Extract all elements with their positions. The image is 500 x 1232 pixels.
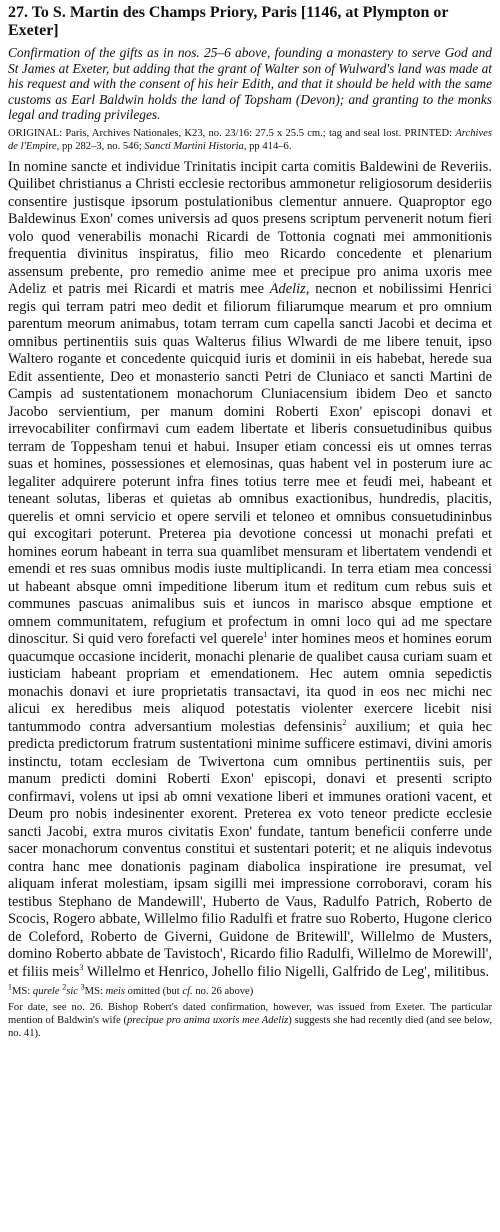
- note-1-mark: 1: [8, 982, 12, 992]
- note-3-end: omitted (but: [125, 986, 183, 998]
- footnote-ref-3: 3: [79, 963, 84, 973]
- note-1-text: MS:: [12, 986, 33, 998]
- commentary-italic: precipue pro anima uxoris mee Adeliz: [127, 1015, 289, 1027]
- note-3-close: no. 26 above): [192, 986, 254, 998]
- note-1-italic: qurele: [32, 986, 60, 998]
- latin-part-3: inter homines meos et homines eorum quacumque occasione inciderit, monachi plenarie de qualibet causa curiam suam et iusticiam habeant propriam et emendationem. Hec autem omnia sepedictis monachis donavi et iure proprietatis transactavi, ita quod in eos nec michi nec alicui ex heredibus meis aliquod potestatis violenter exercere licebit nisi tantummodo contra adversantium molestias defensinis: [8, 631, 493, 735]
- latin-part-5: Willelmo et Henrico, Johello filio Nigelli, Galfrido de Leg', militibus.: [83, 963, 490, 980]
- footnote-ref-2: 2: [342, 718, 347, 728]
- note-3-italic: meis: [105, 986, 125, 998]
- latin-part-4: auxilium; et quia hec predicta predictorum fratrum sustentationi minime sufficere estimavi, divini amoris instinctu, totam ecclesiam de Twivertona cum omnibus pertinentiis suis, per manum predicti domini Roberti Exon' episcopi, donavi et presenti scripto confirmavi, volens ut ipsi ab omni vexatione liberi et immunes orationi vacent, et Deum pro nobis indesinenter exorent. Preterea ex voto teneor predicte ecclesie sancti Jacobi, extra muros civitatis Exon' fundate, tantum beneficii conferre unde sacer monachorum conventus constitui et sustentari poterit; et ne aliquis indevotus contra hanc mee donationis paginam diabolica inspiratione ire presumat, vel aliquam inferat molestiam, ipsam sigilli mei impressione corroboravi, coram his testibus Stephano de Mandewill', Huberto de Vaus, Radulfo Patrich, Roberto de Scocis, Rogero abbate, Willelmo filio Radulfi et fratre suo Roberto, Hugone clerico de Coleford, Roberto de Giverni, Guidone de Britewill', Willelmo de Musters, domino Roberto abbate de Tavistoch', Ricardo filio Radulfi, Willelmo de Morewill', et filiis meis: [8, 718, 492, 980]
- latin-part-1: In nomine sancte et individue Trinitatis incipit carta comitis Baldewini de Reveriis. Quilibet christianus a Christi ecclesie rectoribus ammonetur religiosorum desideriis consentire justisque ipsorum postulationibus clementur annuere. Quaproptor ego Baldewinus Exon' comes universis ad quos presens scriptum pervenerit notum fieri volo quod venerabilis monachi Ricardi de Tottonia cognati mei ammonitionis frequentia divinitus inspiratus, filio meo Ricardo concedente et plenarium assensum prebente, pro remedio anime mee et precipue pro anima uxoris mee Adeliz et patris mei Ricardi et matris mee: [8, 158, 492, 298]
- note-3-mark: 3: [80, 982, 85, 992]
- latin-part-2: , necnon et nobilissimi Henrici regis qui terram patri meo dedit et filiorum filiarumque mearum et pro omnium parentum meorum animabus, totam terram cum capella sancti Jacobi et decima et omnibus pertinentiis suis quas Walterus filius Wlwardi de me libere tenuit, ipso Waltero rogante et concedente quicquid iuris et dominii in eis habebat, herede sua Edit assentiente, Deo et monasterio sancti Petri de Cluniaco et sancti Martini de Campis ad sustentationem monachorum Cluniacensium ibidem Deo et sancto Jacobo servientium, per manum domini Roberti Exon' episcopi donavi et irrevocabiliter confirmavi cum eadem libertate et liberis consuetudinibus quibus terram de Toppesham tenui et habui. Insuper etiam concessi eis ut omnes terras suas et homines, possessiones et elemosinas, quas habent vel in posterum iure ac legaliter adquirere poterunt infra fines totius terre mee et feudi mei, habeant et teneant solutas, liberas et quietas ab omnibus exactionibus, hundredis, placitis, querelis et omni servicio et opere servili et teloneo et omnibus consuetudininbus qui excogitari poterunt. Preterea pia devotione concessi ut monachi prefati et homines eorum habeant in terra sua quamlibet mensuram et libertatem vendendi et emendi et res suas omnibus modis iuste multiplicandi. In terra etiam mea concessi ut habeant absque omni impeditione liberum itum et reditum cum rebus suis et communes pascuas animalibus suis et iuncos in marisco absque emptione et omnem communitatem, refugium et profectum in omni loco qui ad me spectare dinoscitur. Si quid vero forefacti vel querele: [8, 281, 492, 648]
- commentary-part-1: For date, see no. 26. Bishop Robert's dated confirmation, however, was issued from Exeter. The particular mention of Baldwin's wife (: [8, 1002, 492, 1027]
- source-note: [8, 127, 492, 153]
- note-2-mark: 2: [62, 982, 67, 992]
- source-original: ORIGINAL: Paris, Archives Nationales, K23, no. 23/16: 27.5 x 25.5 cm.; tag and seal lost. PRINTED:: [8, 127, 456, 139]
- printed-end: , pp 414–6.: [243, 140, 292, 152]
- note-3-text: MS:: [84, 986, 106, 998]
- printed-title-2: Sancti Martini Historia: [144, 140, 244, 152]
- note-3-cf: cf.: [182, 986, 193, 998]
- note-2-italic: sic: [66, 986, 79, 998]
- document-heading: 27. To S. Martin des Champs Priory, Paris [1146, at Plympton or Exeter]: [8, 4, 449, 39]
- printed-mid: , pp 282–3, no. 546;: [56, 140, 145, 152]
- footnote-ref-1: 1: [263, 630, 268, 640]
- textual-notes: [8, 982, 492, 998]
- adeliz-italic: Adeliz: [269, 281, 306, 298]
- commentary-part-2: ) suggests she had recently died (and see below, no. 41).: [8, 1015, 493, 1040]
- document-summary: Confirmation of the gifts as in nos. 25–6 above, founding a monastery to serve God and St James at Exeter, but adding that the grant of Walter son of Wulward's land was made at his request and with the consent of his heir Edith, and that it should be held with the same customs as Earl Baldwin holds the land of Topsham (Devon); and granting to the monks legal and trading privileges.: [8, 45, 492, 123]
- printed-title-1: Archives de l'Empire: [8, 127, 492, 152]
- charter-latin-text: [8, 159, 492, 982]
- commentary-note: [8, 1001, 492, 1040]
